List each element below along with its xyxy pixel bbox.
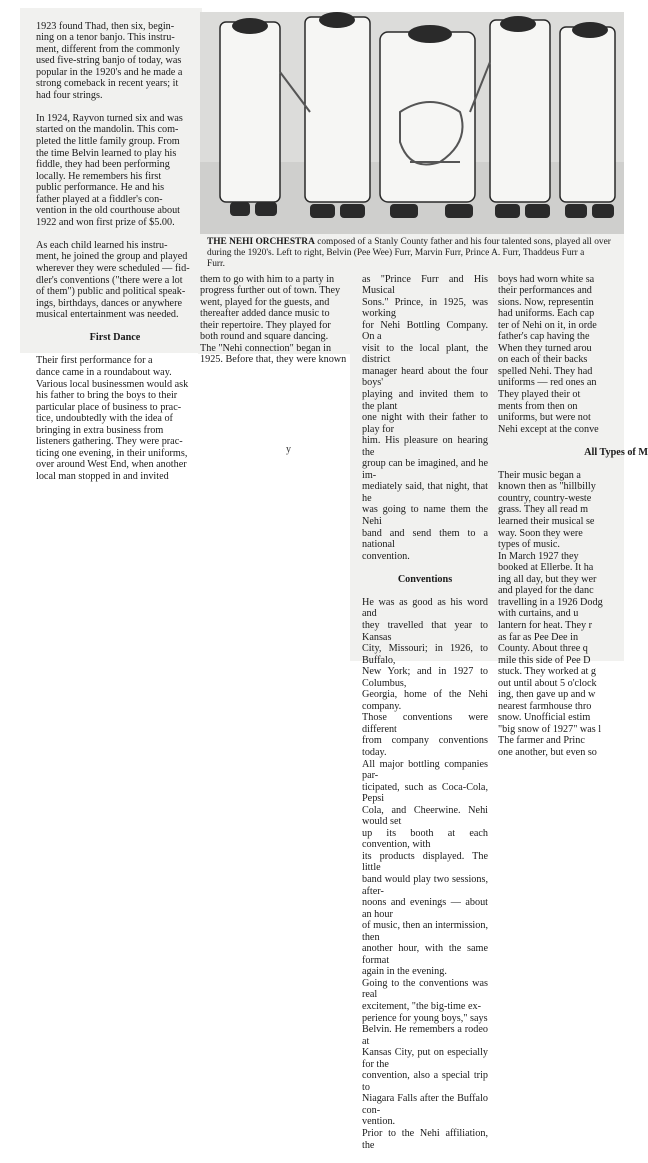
article-column-2 bbox=[200, 262, 352, 377]
article-column-4 bbox=[498, 262, 648, 770]
paragraph: 1923 found Thad, then six, begin- ning on a tenor banjo. This instru- ment, different from the commonly used five-string banjo of today, was popular in the 1920's and he made a strong comeback in recent years; it had four strings. bbox=[36, 20, 183, 101]
article-column-3 bbox=[362, 262, 488, 1163]
paragraph: Their music began a known then as "hillbilly country, country-weste grass. They all read m learned their musical se way. Soon they were types of music. In March 1927 they booked at Ellerbe. It ha ing all day, but they wer and played for the danc travelling in a 1926 Dodg with curtains, and u lantern for heat. They r as far as Pee Dee in County. About three q mile this side of Pee D stuck. They worked at g out until about 5 o'clock ing, then gave up and w nearest farmhouse thro snow. Unofficial estim "big snow of 1927" was l The farmer and Princ one another, but even so bbox=[498, 469, 603, 758]
article-column-1 bbox=[36, 9, 194, 494]
nehi-orchestra-photo bbox=[200, 12, 624, 234]
paragraph: In 1924, Rayvon turned six and was started on the mandolin. This com- pleted the little family group. From the time Belvin learned to play his fiddle, they had been performing locally. He remembers his first public performance. He and his father played at a fiddler's con- vention in the old courthouse about 1922 and won first prize of $5.00. bbox=[36, 112, 183, 228]
stray-mark: y bbox=[286, 444, 291, 455]
paragraph: As each child learned his instru- ment, he joined the group and played wherever they were scheduled — fid- dler's conventions ("there were a lot of them") public and political speak- ings, birthdays, dances or anywhere musical entertainment was needed. bbox=[36, 239, 190, 321]
paragraph: He was as good as his word and they travelled that year to Kansas City, Missouri; in 1926, to Buffalo, New York; and in 1927 to Columbus, Georgia, home of the Nehi company. Those conventions were different from company conventions today. All major bottling companies par- ticipated, such as Coca-Cola, Pepsi Cola, and Cheerwine. Nehi would set up its booth at each convention, with its products displayed. The little band would play two sessions, after- noons and evenings — about an hour of music, then an intermission, then another hour, with the same format again in the evening. Going to the conventions was real excitement, "the big-time ex- perience for young boys," says Belvin. He remembers a rodeo at Kansas City, put on especially for the convention, also a special trip to Niagara Falls after the Buffalo con- vention. Prior to the Nehi affiliation, the bbox=[362, 596, 488, 1151]
article-column-4-clip bbox=[498, 262, 648, 758]
paragraph: as "Prince Furr and His Musical Sons." Prince, in 1925, was working for Nehi Bottling Company. On a visit to the local plant, the district manager heard about the four boys' playing and invited them to the plant one night with their father to play for him. His pleasure on hearing the group can be imagined, and he im- mediately said, that night, that he was going to name them the Nehi band and send them to a national convention. bbox=[362, 273, 488, 562]
section-heading: Conventions bbox=[397, 573, 453, 585]
caption-text: composed of a Stanly County father and his four talented sons, played all over during the 1920's. Left to right, Belvin (Pee Wee) Furr, Marvin Furr, Prince A. Furr, Thaddeus Furr a Furr. bbox=[207, 237, 611, 269]
caption-title: THE NEHI ORCHESTRA bbox=[207, 237, 315, 247]
section-heading: All Types of M bbox=[584, 446, 648, 458]
photo-illustration bbox=[200, 12, 624, 234]
section-heading: First Dance bbox=[89, 332, 141, 344]
paragraph: boys had worn white sa their performances and sions. Now, representin had uniforms. Each cap ter of Nehi on it, in orde father's cap having the When they turned arou on each of their backs spelled Nehi. They had uniforms — red ones an They played their ot ments from then on uniforms, but were not Nehi except at the conve bbox=[498, 273, 599, 435]
paragraph: Their first performance for a dance came in a roundabout way. Various local businessmen would ask his father to bring the boys to their particular place of business to prac- tice, undoubtedly with the idea of bringing in extra business from listeners gathering. They were prac- ticing one evening, in their uniforms, over around West End, when another local man stopped in and invited bbox=[36, 355, 189, 482]
paragraph: them to go with him to a party in progress further out of town. They went, played for the guests, and thereafter added dance music to their repertoire. They played for both round and square dancing. The "Nehi connection" began in 1925. Before that, they were known bbox=[200, 273, 347, 366]
